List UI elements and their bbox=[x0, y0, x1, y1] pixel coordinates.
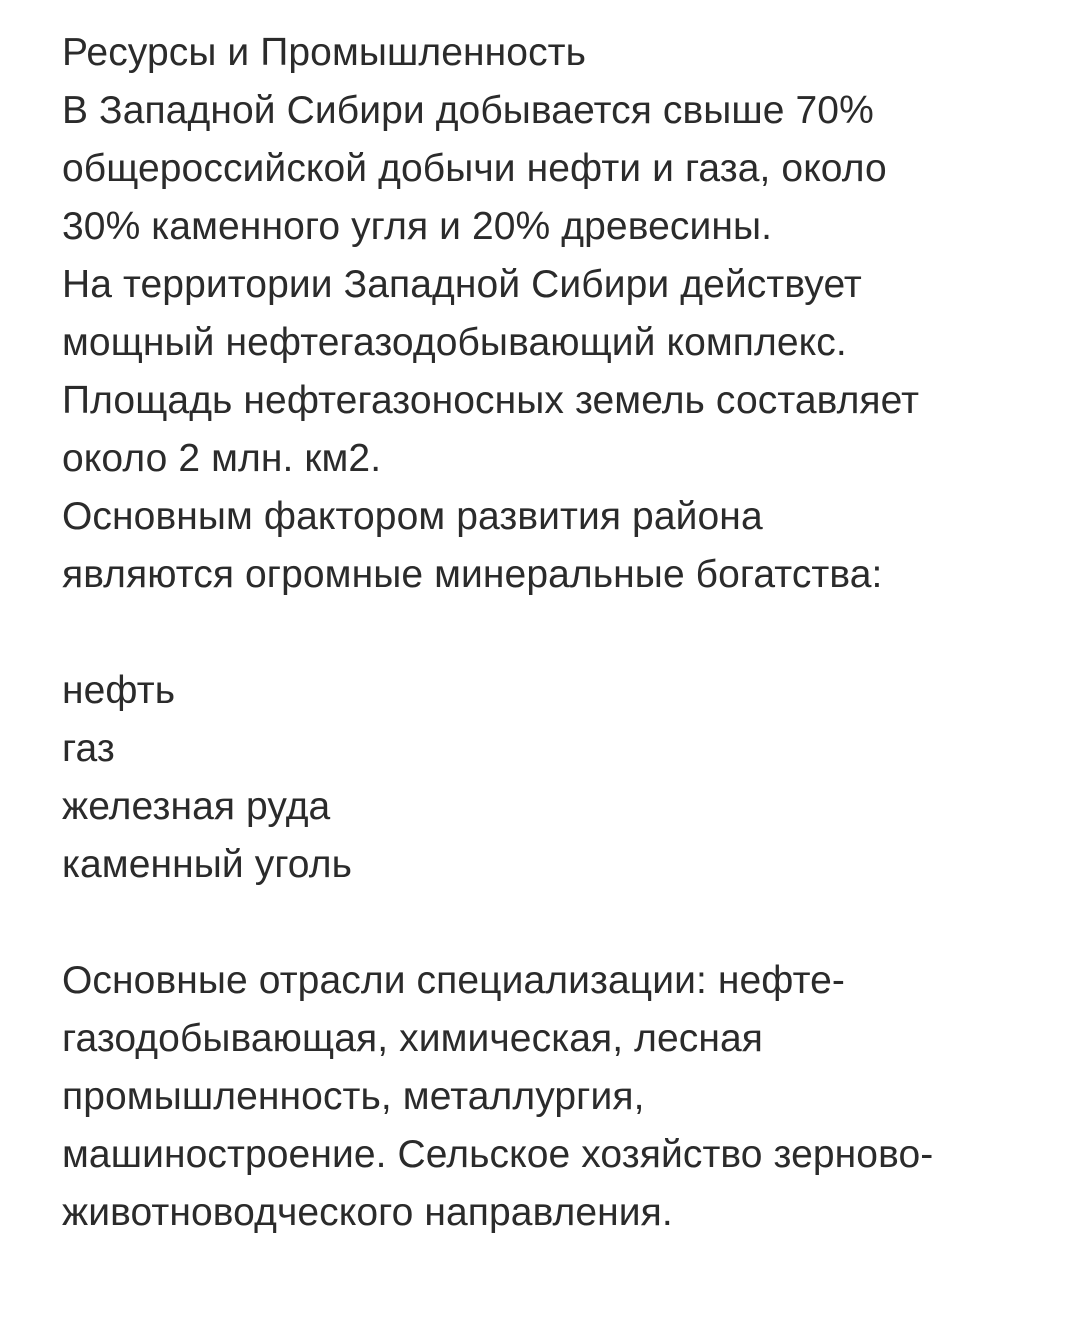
intro-line: Площадь нефтегазоносных земель составляет bbox=[62, 379, 920, 422]
specialization-line: Основные отрасли специализации: нефте- bbox=[62, 959, 845, 1002]
intro-line: около 2 млн. км2. bbox=[62, 437, 382, 480]
document-body bbox=[62, 24, 1052, 1242]
resource-item: газ bbox=[62, 727, 115, 770]
intro-line: общероссийской добычи нефти и газа, около bbox=[62, 147, 887, 190]
intro-line: мощный нефтегазодобывающий комплекс. bbox=[62, 321, 847, 364]
resource-item: нефть bbox=[62, 669, 176, 712]
resources-list bbox=[62, 662, 1052, 894]
resource-item: каменный уголь bbox=[62, 843, 353, 886]
specialization-line: животноводческого направления. bbox=[62, 1191, 673, 1234]
document-title: Ресурсы и Промышленность bbox=[62, 31, 587, 74]
intro-line: являются огромные минеральные богатства: bbox=[62, 553, 883, 596]
intro-line: Основным фактором развития района bbox=[62, 495, 763, 538]
specialization-line: машиностроение. Сельское хозяйство зерново- bbox=[62, 1133, 934, 1176]
specialization-line: промышленность, металлургия, bbox=[62, 1075, 645, 1118]
intro-line: В Западной Сибири добывается свыше 70% bbox=[62, 89, 874, 132]
specialization-line: газодобывающая, химическая, лесная bbox=[62, 1017, 763, 1060]
resource-item: железная руда bbox=[62, 785, 331, 828]
paragraph-spacer bbox=[62, 604, 1052, 662]
paragraph-spacer bbox=[62, 894, 1052, 952]
intro-line: 30% каменного угля и 20% древесины. bbox=[62, 205, 773, 248]
intro-line: На территории Западной Сибири действует bbox=[62, 263, 862, 306]
